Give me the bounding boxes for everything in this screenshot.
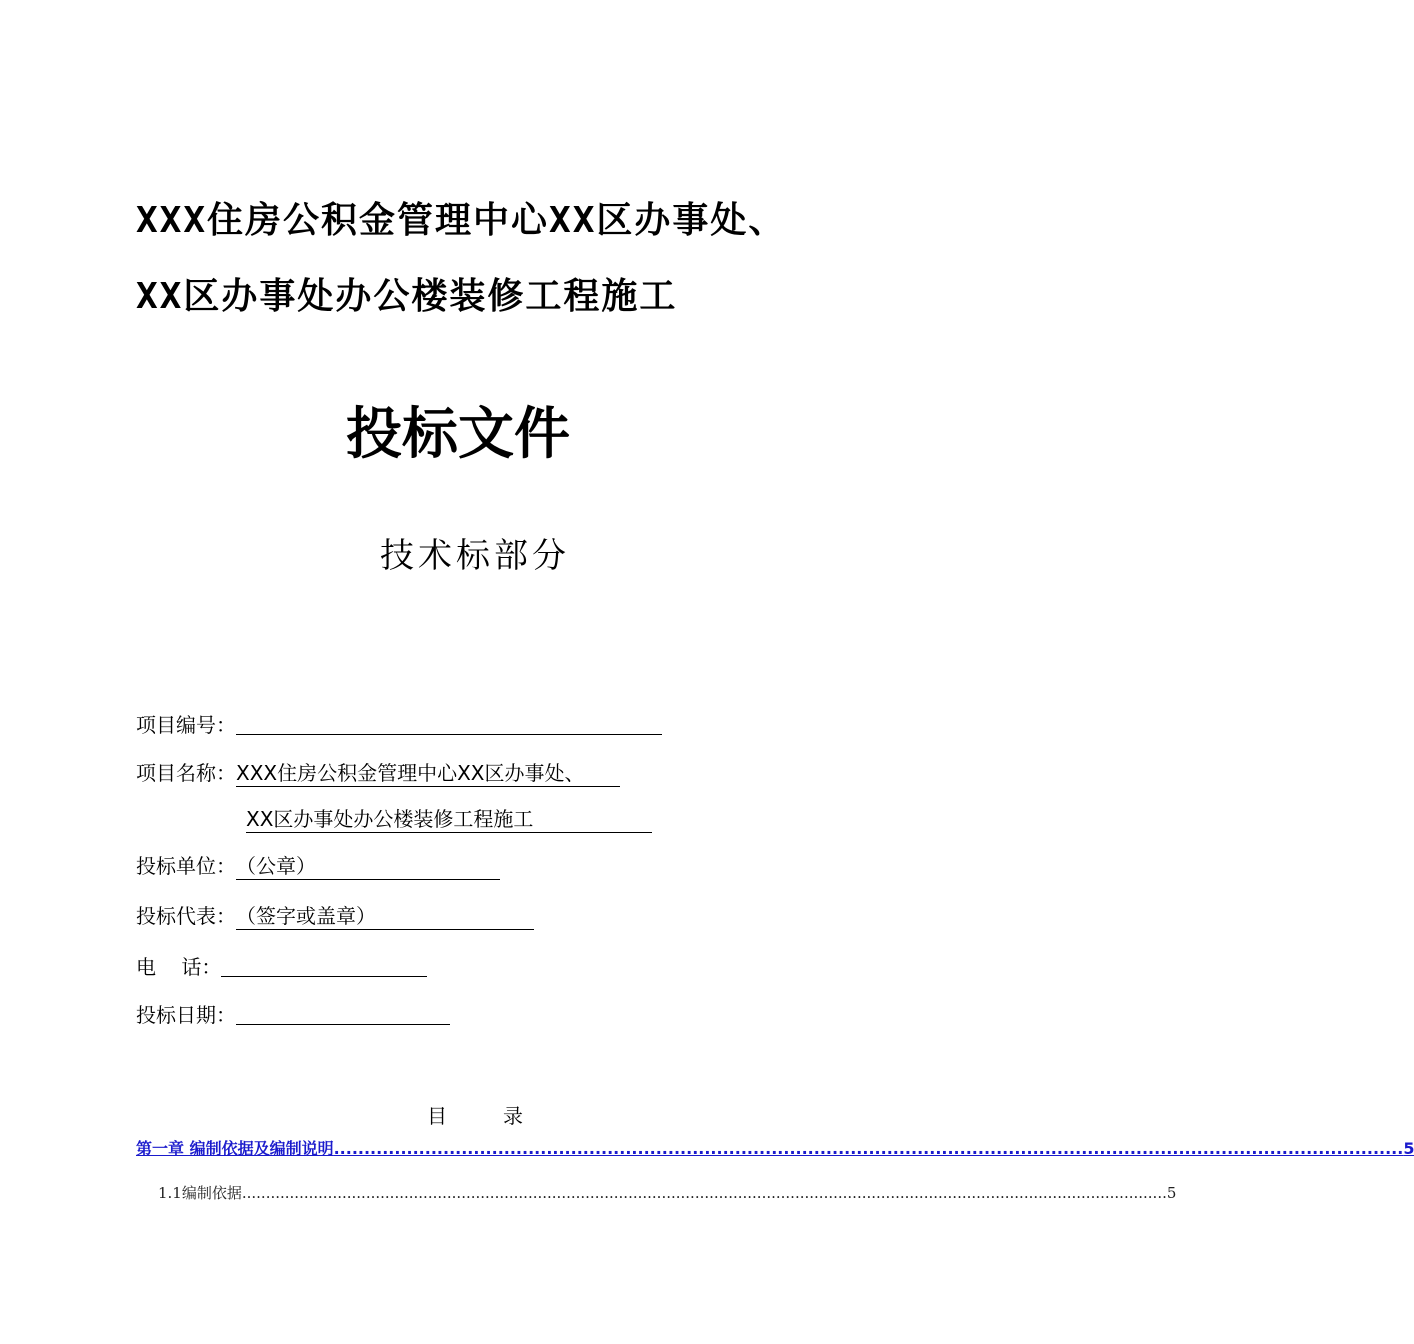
document-title: 投标文件 bbox=[346, 402, 570, 467]
toc-heading-char-1: 目 bbox=[427, 1104, 447, 1128]
representative-value: （签字或盖章） bbox=[236, 903, 534, 930]
project-number-blank[interactable] bbox=[236, 712, 662, 735]
project-name-label: 项目名称： bbox=[136, 761, 236, 785]
toc-heading-char-2: 录 bbox=[503, 1104, 523, 1128]
toc-entry-section-1-1[interactable] bbox=[158, 1182, 1177, 1203]
bidder-field bbox=[136, 853, 500, 880]
toc-entry-title[interactable]: 第一章 编制依据及编制说明 bbox=[136, 1139, 334, 1158]
toc-leader-dots: ................................................................................................................................................................................ bbox=[333, 1139, 1404, 1158]
toc-leader-dots: .................................................................................................................................................................................................. bbox=[241, 1184, 1167, 1202]
toc-entry-chapter-1[interactable] bbox=[136, 1136, 1414, 1159]
toc-entry-page[interactable]: 5 bbox=[1403, 1139, 1414, 1158]
date-field bbox=[136, 1002, 450, 1028]
bidder-label: 投标单位： bbox=[136, 854, 236, 878]
project-title-line-1: XXX住房公积金管理中心XX区办事处、 bbox=[136, 200, 787, 241]
toc-entry-page[interactable]: 5 bbox=[1166, 1184, 1177, 1202]
project-name-field bbox=[136, 760, 620, 787]
representative-field bbox=[136, 903, 534, 930]
toc-entry-title[interactable]: 1.1编制依据 bbox=[158, 1184, 242, 1202]
phone-blank[interactable] bbox=[221, 954, 427, 977]
date-label: 投标日期： bbox=[136, 1003, 236, 1027]
project-name-field-cont bbox=[246, 806, 652, 833]
phone-label: 电 话： bbox=[136, 955, 222, 979]
phone-field bbox=[136, 954, 427, 980]
bidder-value: （公章） bbox=[236, 853, 500, 880]
project-name-value-line-1: XXX住房公积金管理中心XX区办事处、 bbox=[236, 760, 620, 787]
project-name-value-line-2: XX区办事处办公楼装修工程施工 bbox=[246, 806, 652, 833]
date-blank[interactable] bbox=[236, 1002, 450, 1025]
document-subtitle: 技术标部分 bbox=[380, 536, 570, 576]
project-title-line-2: XX区办事处办公楼装修工程施工 bbox=[136, 276, 678, 317]
representative-label: 投标代表： bbox=[136, 904, 236, 928]
project-number-field bbox=[136, 712, 662, 738]
toc-heading bbox=[0, 1100, 950, 1129]
project-number-label: 项目编号： bbox=[136, 713, 236, 737]
